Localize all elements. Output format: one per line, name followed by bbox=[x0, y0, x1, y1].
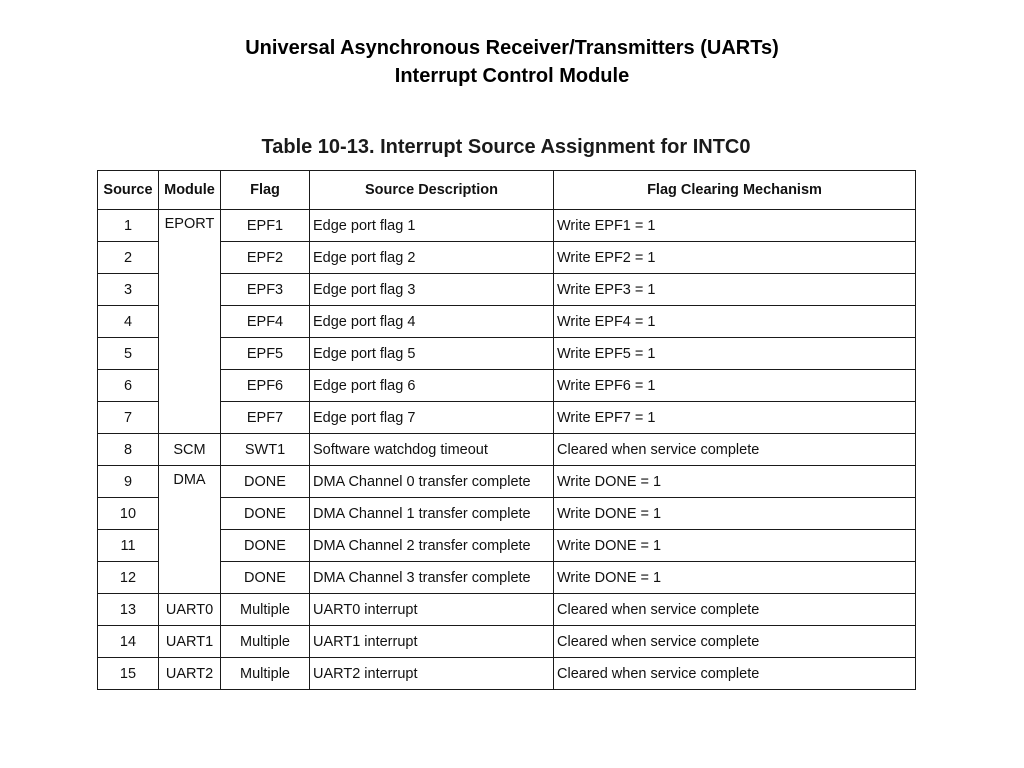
cell-source: 10 bbox=[98, 498, 159, 530]
cell-clearing: Write DONE = 1 bbox=[554, 498, 916, 530]
cell-flag: DONE bbox=[221, 530, 310, 562]
table-row bbox=[98, 434, 916, 466]
table-header-row bbox=[98, 171, 916, 210]
cell-source: 13 bbox=[98, 594, 159, 626]
table-row bbox=[98, 530, 916, 562]
cell-clearing: Cleared when service complete bbox=[554, 594, 916, 626]
cell-module-uart1: UART1 bbox=[159, 626, 221, 658]
cell-description: Edge port flag 7 bbox=[310, 402, 554, 434]
cell-description: DMA Channel 1 transfer complete bbox=[310, 498, 554, 530]
header-source-description: Source Description bbox=[310, 171, 554, 210]
cell-source: 14 bbox=[98, 626, 159, 658]
cell-flag: EPF2 bbox=[221, 242, 310, 274]
cell-clearing: Write DONE = 1 bbox=[554, 530, 916, 562]
cell-source: 6 bbox=[98, 370, 159, 402]
table-caption: Table 10-13. Interrupt Source Assignment for INTC0 bbox=[261, 136, 751, 158]
cell-description: Edge port flag 4 bbox=[310, 306, 554, 338]
cell-module-dma: DMA bbox=[159, 466, 221, 594]
cell-module-uart2: UART2 bbox=[159, 658, 221, 690]
cell-source: 3 bbox=[98, 274, 159, 306]
slide-title-line-2: Interrupt Control Module bbox=[394, 65, 630, 87]
cell-clearing: Write EPF6 = 1 bbox=[554, 370, 916, 402]
cell-source: 1 bbox=[98, 210, 159, 242]
cell-flag: Multiple bbox=[221, 658, 310, 690]
table-row bbox=[98, 338, 916, 370]
cell-description: DMA Channel 2 transfer complete bbox=[310, 530, 554, 562]
cell-description: Edge port flag 1 bbox=[310, 210, 554, 242]
cell-flag: EPF1 bbox=[221, 210, 310, 242]
cell-flag: DONE bbox=[221, 466, 310, 498]
cell-description: UART0 interrupt bbox=[310, 594, 554, 626]
cell-clearing: Write EPF1 = 1 bbox=[554, 210, 916, 242]
cell-module-scm: SCM bbox=[159, 434, 221, 466]
cell-source: 8 bbox=[98, 434, 159, 466]
cell-flag: EPF5 bbox=[221, 338, 310, 370]
table-row bbox=[98, 466, 916, 498]
cell-source: 2 bbox=[98, 242, 159, 274]
interrupt-source-table bbox=[97, 170, 916, 690]
table-row bbox=[98, 498, 916, 530]
table-row bbox=[98, 626, 916, 658]
cell-source: 7 bbox=[98, 402, 159, 434]
table-row bbox=[98, 594, 916, 626]
cell-description: Edge port flag 3 bbox=[310, 274, 554, 306]
table-row bbox=[98, 242, 916, 274]
table-row bbox=[98, 562, 916, 594]
cell-clearing: Write EPF4 = 1 bbox=[554, 306, 916, 338]
cell-clearing: Cleared when service complete bbox=[554, 658, 916, 690]
cell-clearing: Cleared when service complete bbox=[554, 434, 916, 466]
header-flag: Flag bbox=[221, 171, 310, 210]
cell-flag: EPF7 bbox=[221, 402, 310, 434]
cell-description: Edge port flag 6 bbox=[310, 370, 554, 402]
cell-flag: DONE bbox=[221, 562, 310, 594]
header-module: Module bbox=[159, 171, 221, 210]
cell-description: DMA Channel 3 transfer complete bbox=[310, 562, 554, 594]
cell-source: 9 bbox=[98, 466, 159, 498]
cell-description: Software watchdog timeout bbox=[310, 434, 554, 466]
cell-clearing: Write DONE = 1 bbox=[554, 562, 916, 594]
header-source: Source bbox=[98, 171, 159, 210]
table-row bbox=[98, 370, 916, 402]
cell-module-eport: EPORT bbox=[159, 210, 221, 434]
cell-flag: EPF4 bbox=[221, 306, 310, 338]
table-row bbox=[98, 306, 916, 338]
cell-flag: Multiple bbox=[221, 626, 310, 658]
cell-description: Edge port flag 2 bbox=[310, 242, 554, 274]
cell-description: Edge port flag 5 bbox=[310, 338, 554, 370]
cell-clearing: Write DONE = 1 bbox=[554, 466, 916, 498]
cell-source: 11 bbox=[98, 530, 159, 562]
cell-flag: DONE bbox=[221, 498, 310, 530]
cell-module-uart0: UART0 bbox=[159, 594, 221, 626]
cell-source: 15 bbox=[98, 658, 159, 690]
cell-clearing: Write EPF2 = 1 bbox=[554, 242, 916, 274]
cell-clearing: Write EPF3 = 1 bbox=[554, 274, 916, 306]
cell-source: 12 bbox=[98, 562, 159, 594]
cell-description: DMA Channel 0 transfer complete bbox=[310, 466, 554, 498]
cell-source: 4 bbox=[98, 306, 159, 338]
cell-flag: Multiple bbox=[221, 594, 310, 626]
cell-clearing: Write EPF5 = 1 bbox=[554, 338, 916, 370]
table-row bbox=[98, 274, 916, 306]
cell-source: 5 bbox=[98, 338, 159, 370]
slide-title bbox=[0, 34, 1024, 90]
table-row bbox=[98, 402, 916, 434]
cell-description: UART2 interrupt bbox=[310, 658, 554, 690]
slide-title-line-1: Universal Asynchronous Receiver/Transmitters (UARTs) bbox=[245, 37, 779, 59]
header-flag-clearing-mechanism: Flag Clearing Mechanism bbox=[554, 171, 916, 210]
cell-flag: EPF3 bbox=[221, 274, 310, 306]
table-row bbox=[98, 658, 916, 690]
cell-clearing: Write EPF7 = 1 bbox=[554, 402, 916, 434]
table-row bbox=[98, 210, 916, 242]
cell-flag: SWT1 bbox=[221, 434, 310, 466]
cell-description: UART1 interrupt bbox=[310, 626, 554, 658]
cell-clearing: Cleared when service complete bbox=[554, 626, 916, 658]
cell-flag: EPF6 bbox=[221, 370, 310, 402]
